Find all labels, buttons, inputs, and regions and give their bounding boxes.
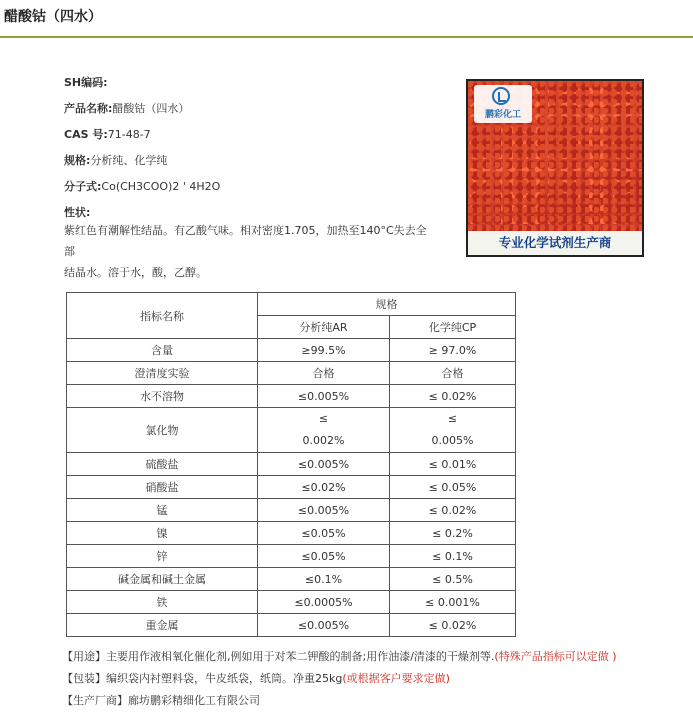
property-label: 性状: [64,206,91,219]
product-name-value: 醋酸钴（四水） [112,102,190,115]
usage-note [62,648,617,670]
row-cp: 合格 [390,362,516,385]
usage-custom-note: (特殊产品指标可以定做 ) [494,650,617,663]
logo-mark-icon [492,87,510,105]
row-ar: ≤0.005% [258,499,390,522]
cas-row [64,128,444,154]
row-name: 碱金属和碱土金属 [67,568,258,591]
cas-label: CAS 号: [64,128,108,141]
table-row [67,545,516,568]
formula-value: Co(CH3COO)2 ' 4H2O [101,180,221,193]
header-spec: 规格 [258,293,516,316]
row-cp-top: ≤ [447,412,458,425]
row-ar: ≥99.5% [258,339,390,362]
packaging-note [62,670,617,692]
row-ar: ≤0.02% [258,476,390,499]
grade-row [64,154,444,180]
row-ar: ≤0.0005% [258,591,390,614]
sh-code-row [64,76,444,102]
photo-banner: 专业化学试剂生产商 [468,231,642,255]
row-cp: ≤ 0.5% [390,568,516,591]
grade-label: 规格: [64,154,91,167]
header-cp: 化学纯CP [390,316,516,339]
formula-row [64,180,444,206]
table-row [67,453,516,476]
packaging-custom-note: (或根据客户要求定做) [342,672,450,685]
row-cp: ≤ 0.02% [390,614,516,637]
row-name: 铁 [67,591,258,614]
sh-code-label: SH编码: [64,76,108,89]
spec-table [66,292,516,637]
product-info [64,76,444,283]
row-name: 含量 [67,339,258,362]
row-cp-bottom: 0.005% [431,434,474,447]
formula-label: 分子式: [64,180,102,193]
notes [62,648,617,714]
product-photo [466,79,644,257]
table-row [67,476,516,499]
row-name: 氯化物 [67,408,258,453]
row-name: 重金属 [67,614,258,637]
row-ar: ≤0.05% [258,522,390,545]
table-header-row [67,293,516,316]
property-row [64,206,444,220]
table-row [67,339,516,362]
row-name: 水不溶物 [67,385,258,408]
table-row [67,591,516,614]
row-cp: ≤ 0.001% [390,591,516,614]
row-cp: ≤ 0.02% [390,499,516,522]
property-line: 结晶水。溶于水，酸，乙醇。 [64,266,207,279]
row-cp: ≤ 0.1% [390,545,516,568]
row-name: 镍 [67,522,258,545]
logo-text: 鹏彩化工 [484,110,521,120]
cas-value: 71-48-7 [107,128,151,141]
property-description [64,220,434,283]
product-name-label: 产品名称: [64,102,113,115]
row-ar-bottom: 0.002% [302,434,345,447]
row-name: 锌 [67,545,258,568]
row-name: 澄清度实验 [67,362,258,385]
row-ar: ≤0.005% [258,614,390,637]
row-ar: ≤0.005% [258,453,390,476]
manufacturer-note: 【生产厂商】廊坊鹏彩精细化工有限公司 [62,694,260,707]
table-row [67,522,516,545]
table-row [67,362,516,385]
header-ar: 分析纯AR [258,316,390,339]
company-logo [474,85,532,123]
property-line: 紫红色有潮解性结晶。有乙酸气味。相对密度1.705，加热至140°C失去全部 [64,224,427,258]
row-cp: ≥ 97.0% [390,339,516,362]
row-ar-top: ≤ [318,412,329,425]
row-ar: 合格 [258,362,390,385]
row-name: 锰 [67,499,258,522]
row-ar [258,408,390,453]
usage-text: 【用途】主要用作液相氧化催化剂,例如用于对苯二钾酸的制备;用作油漆/清漆的干燥剂等. [62,650,495,663]
title-divider [0,36,693,38]
packaging-text: 【包装】编织袋内衬塑料袋，牛皮纸袋，纸筒。净重25kg [62,672,343,685]
product-name-row [64,102,444,128]
row-name: 硝酸盐 [67,476,258,499]
row-cp: ≤ 0.05% [390,476,516,499]
table-row [67,614,516,637]
row-cp: ≤ 0.02% [390,385,516,408]
page-title: 醋酸钴（四水） [4,9,102,25]
row-ar: ≤0.1% [258,568,390,591]
grade-value: 分析纯、化学纯 [90,154,168,167]
row-cp [390,408,516,453]
table-row [67,499,516,522]
row-cp: ≤ 0.2% [390,522,516,545]
table-row [67,408,516,453]
row-cp: ≤ 0.01% [390,453,516,476]
table-row [67,568,516,591]
row-ar: ≤0.005% [258,385,390,408]
table-row [67,385,516,408]
row-name: 硫酸盐 [67,453,258,476]
row-ar: ≤0.05% [258,545,390,568]
header-item-name: 指标名称 [67,293,258,339]
